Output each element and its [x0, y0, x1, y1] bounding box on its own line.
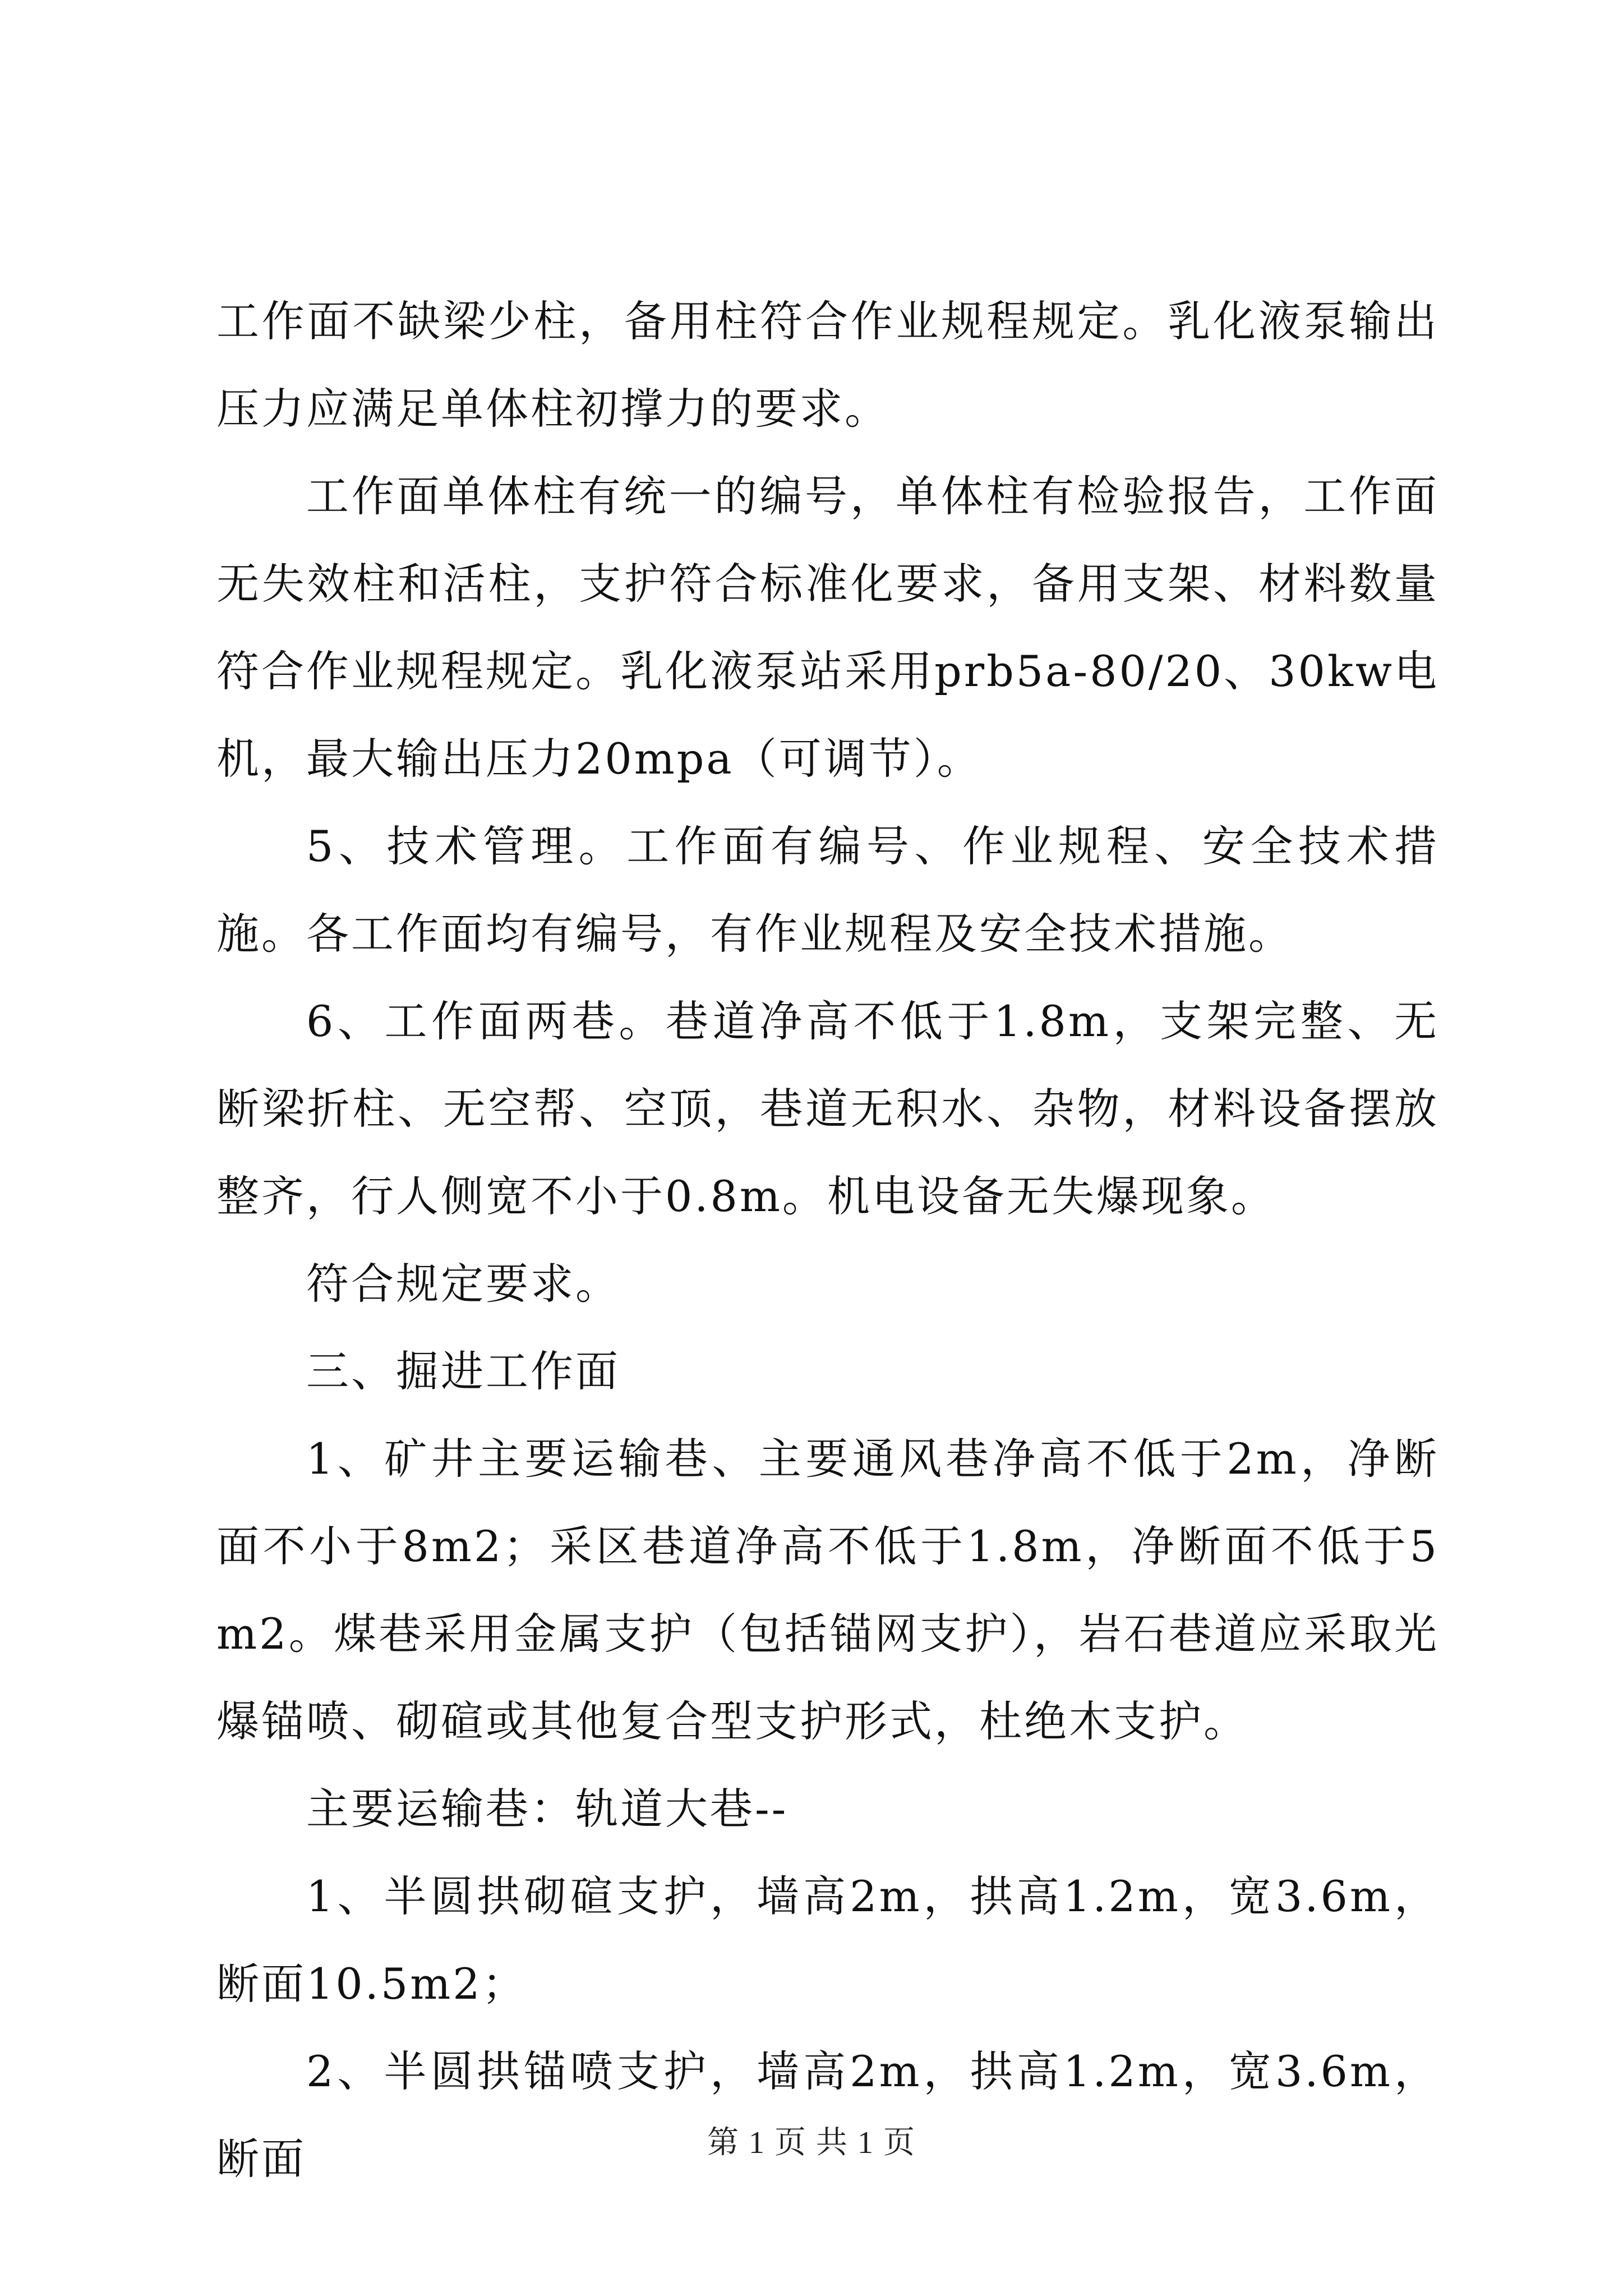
paragraph-9: 1、半圆拱砌碹支护，墙高2m，拱高1.2m，宽3.6m，断面10.5m2；	[216, 1871, 1439, 2009]
paragraph-1: 工作面不缺梁少柱，备用柱符合作业规程规定。乳化液泵输出压力应满足单体柱初撑力的要求。	[216, 296, 1439, 434]
paragraph-4: 6、工作面两巷。巷道净高不低于1.8m，支架完整、无断梁折柱、无空帮、空顶，巷道无积水、杂物，材料设备摆放整齐，行人侧宽不小于0.8m。机电设备无失爆现象。	[216, 996, 1439, 1221]
paragraph-10: 2、半圆拱锚喷支护，墙高2m，拱高1.2m，宽3.6m，断面	[216, 2046, 1439, 2184]
section-heading: 三、掘进工作面	[306, 1346, 620, 1396]
paragraph-5: 符合规定要求。	[306, 1259, 620, 1309]
paragraph-3: 5、技术管理。工作面有编号、作业规程、安全技术措施。各工作面均有编号，有作业规程及安全技术措施。	[216, 821, 1439, 959]
paragraph-7: 1、矿井主要运输巷、主要通风巷净高不低于2m，净断面不小于8m2；采区巷道净高不低于1.8m，净断面不低于5m2。煤巷采用金属支护（包括锚网支护），岩石巷道应采取光爆锚喷、砌碹或其他复合型支护形式，杜绝木支护。	[216, 1434, 1439, 1746]
paragraph-2: 工作面单体柱有统一的编号，单体柱有检验报告，工作面无失效柱和活柱，支护符合标准化要求，备用支架、材料数量符合作业规程规定。乳化液泵站采用prb5a-80/20、30kw电机，最大输出压力20mpa（可调节）。	[216, 471, 1439, 784]
document-body	[216, 278, 1439, 2203]
paragraph-8: 主要运输巷：轨道大巷--	[306, 1784, 789, 1834]
page-footer: 第 1 页 共 1 页	[707, 2125, 916, 2160]
